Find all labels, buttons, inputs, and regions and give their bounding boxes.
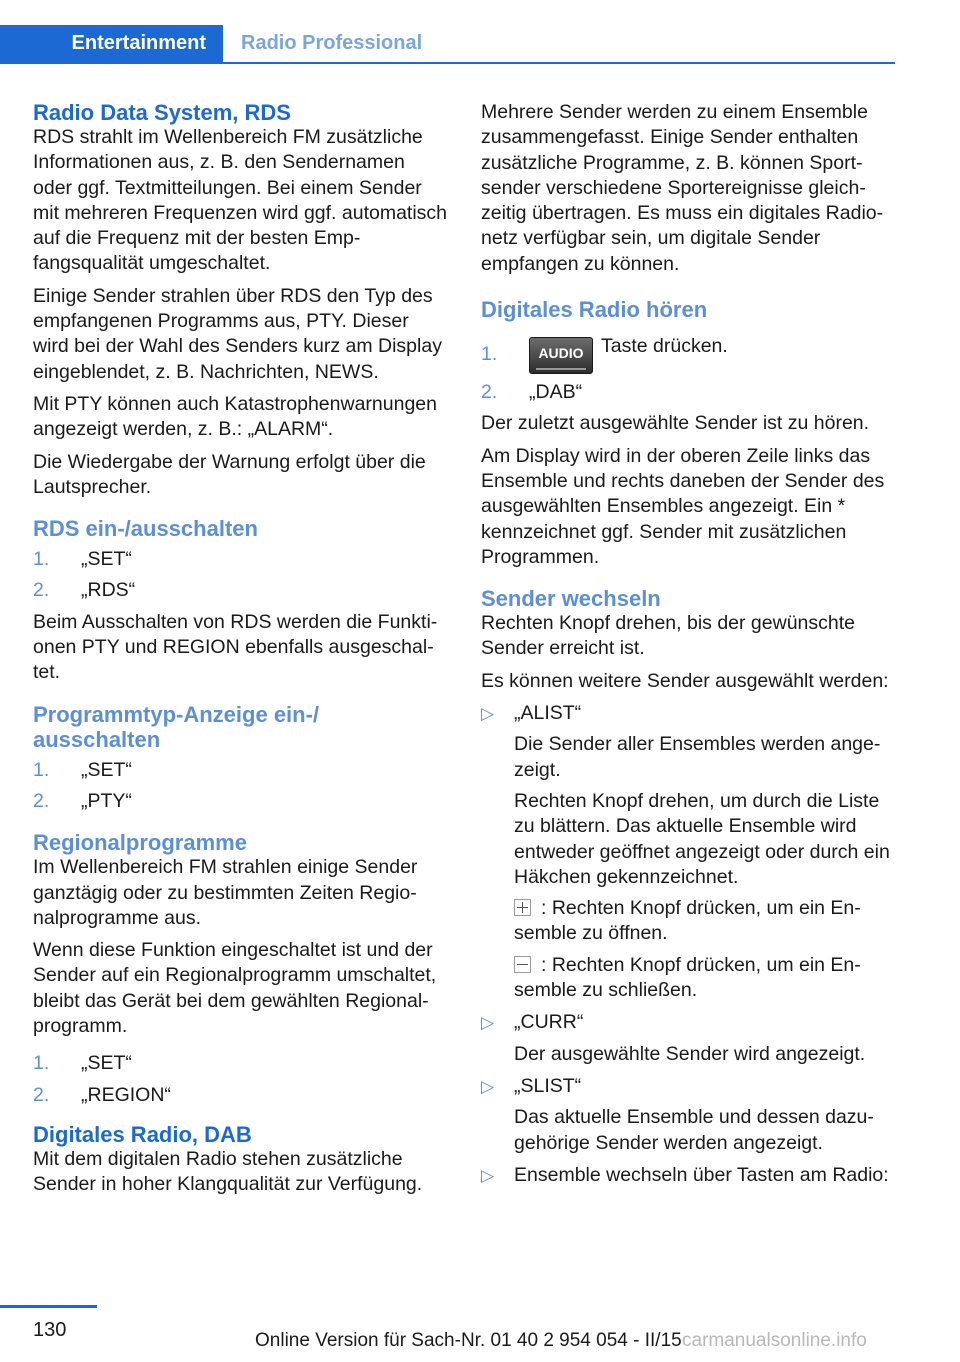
heading-rds-onoff: RDS ein-/ausschalten bbox=[33, 516, 258, 542]
paragraph: Rechten Knopf drehen, bis der gewünschte Sender erreicht ist. bbox=[481, 612, 855, 660]
option-title: „CURR“ bbox=[514, 1011, 584, 1034]
option-text: Die Sender aller Ensembles werden angezeigt. bbox=[514, 733, 881, 781]
steps-list bbox=[33, 1051, 448, 1108]
bullet-triangle-icon: ▷ bbox=[481, 704, 495, 724]
step-number: 1. bbox=[33, 758, 50, 781]
option-title: „ALIST“ bbox=[514, 702, 582, 725]
step-text: „PTY“ bbox=[81, 789, 132, 812]
step-number: 2. bbox=[33, 579, 50, 602]
list-item bbox=[33, 578, 448, 603]
list-item-ensemble bbox=[481, 1163, 899, 1188]
steps-list bbox=[481, 334, 899, 405]
options-list bbox=[481, 701, 899, 1188]
page-number: 130 bbox=[33, 1319, 67, 1341]
tab-radio-professional[interactable] bbox=[241, 25, 422, 62]
footer-accent-line bbox=[0, 1305, 97, 1308]
list-item bbox=[481, 334, 899, 374]
paragraph: Mit PTY können auch Katastrophenwarnungen angezeigt werden, z. B.: „ALARM“. bbox=[33, 392, 437, 441]
right-column bbox=[481, 100, 899, 1195]
bullet-triangle-icon: ▷ bbox=[481, 1076, 495, 1096]
option-text: Rechten Knopf drehen, um durch die Liste zu blättern. Das aktuelle Ensemble wird entweder geöffnet angezeigt oder durch ein Häkchen gekennzeichnet. bbox=[514, 789, 890, 888]
step-text: Taste drücken. bbox=[601, 335, 728, 358]
list-item-curr bbox=[481, 1010, 899, 1067]
step-text: „SET“ bbox=[81, 548, 132, 571]
left-column bbox=[33, 100, 448, 1205]
paragraph: Der zuletzt ausgewählte Sender ist zu hören. bbox=[481, 412, 870, 435]
paragraph: Die Wiedergabe der Warnung erfolgt über die Lautsprecher. bbox=[33, 450, 426, 498]
paragraph: Mit dem digitalen Radio stehen zusätzliche Sender in hoher Klangqualität zur Verfügung. bbox=[33, 1147, 423, 1196]
online-version-text: Online Version für Sach-Nr. 01 40 2 954 054 - II/15 bbox=[255, 1330, 682, 1351]
heading-listen: Digitales Radio hören bbox=[481, 297, 708, 323]
tab-entertainment-label: Entertainment bbox=[71, 32, 206, 54]
plus-box-icon bbox=[514, 899, 531, 916]
tab-radio-professional-label: Radio Professional bbox=[241, 32, 423, 54]
step-text: „REGION“ bbox=[81, 1083, 171, 1106]
paragraph: Beim Ausschalten von RDS werden die Funktionen PTY und REGION ebenfalls ausgeschaltet. bbox=[33, 610, 438, 684]
audio-button-icon: AUDIO bbox=[529, 337, 593, 374]
list-item bbox=[481, 380, 899, 405]
option-title: „SLIST“ bbox=[514, 1074, 582, 1097]
paragraph: Wenn diese Funktion eingeschaltet ist und der Sender auf ein Regionalprogramm umschaltet, bleibt das Gerät bei dem gewählten Regionalprogramm. bbox=[33, 939, 437, 1038]
heading-pty: Programmtyp-Anzeige ein-/ ausschalten bbox=[33, 701, 320, 752]
step-text: „DAB“ bbox=[529, 381, 583, 404]
paragraph: Am Display wird in der oberen Zeile links das Ensemble und rechts daneben der Sender des ausgewählten Ensembles angezeigt. Ein * kennzeichnet ggf. Sender mit zusätzlichen Programmen. bbox=[481, 444, 885, 568]
paragraph: RDS strahlt im Wellenbereich FM zusätzliche Informationen aus, z. B. den Sendernamen oder ggf. Textmitteilungen. Bei einem Sender mit mehreren Frequenzen wird ggf. automatisch auf die Frequenz mit der besten Empfangsqualität umgeschaltet. bbox=[33, 126, 448, 275]
step-number: 1. bbox=[481, 343, 498, 366]
step-text: „RDS“ bbox=[81, 579, 136, 602]
watermark: carmanualsonline.info bbox=[682, 1330, 867, 1351]
step-text: „SET“ bbox=[81, 1052, 132, 1075]
step-number: 2. bbox=[33, 789, 50, 812]
step-number: 1. bbox=[33, 548, 50, 571]
heading-region: Regionalprogramme bbox=[33, 830, 247, 856]
list-item bbox=[33, 758, 448, 783]
option-text bbox=[514, 896, 899, 947]
list-item bbox=[33, 789, 448, 814]
option-title: Ensemble wechseln über Tasten am Radio: bbox=[514, 1163, 889, 1186]
tab-entertainment[interactable] bbox=[0, 25, 223, 62]
minus-description: : Rechten Knopf drücken, um ein Ensemble zu schließen. bbox=[514, 953, 861, 1002]
step-number: 2. bbox=[33, 1083, 50, 1106]
bullet-triangle-icon: ▷ bbox=[481, 1165, 495, 1185]
option-text: Das aktuelle Ensemble und dessen dazugehörige Sender werden angezeigt. bbox=[514, 1106, 874, 1154]
bullet-triangle-icon: ▷ bbox=[481, 1013, 495, 1033]
steps-list bbox=[33, 758, 448, 815]
option-text bbox=[514, 953, 899, 1004]
plus-description: : Rechten Knopf drücken, um ein Ensemble zu öffnen. bbox=[514, 897, 861, 945]
heading-rds: Radio Data System, RDS bbox=[33, 100, 291, 125]
list-item bbox=[33, 547, 448, 572]
paragraph: Einige Sender strahlen über RDS den Typ des empfangenen Programms aus, PTY. Dieser wird bei der Wahl des Senders kurz am Display eingeblendet, z. B. Nachrichten, NEWS. bbox=[33, 284, 442, 383]
list-item bbox=[33, 1051, 448, 1076]
list-item-alist bbox=[481, 701, 899, 1003]
paragraph: Im Wellenbereich FM strahlen einige Sender ganztägig oder zu bestimmten Zeiten Regionalprogramme aus. bbox=[33, 856, 418, 929]
header-tabbar bbox=[0, 25, 895, 64]
heading-dab: Digitales Radio, DAB bbox=[33, 1121, 252, 1147]
step-number: 1. bbox=[33, 1052, 50, 1075]
paragraph: Mehrere Sender werden zu einem Ensemble zusammengefasst. Einige Sender enthalten zusätzliche Programme, z. B. können Sportsender verschiedene Sportereignisse gleichzeitig übertragen. Es muss ein digitales Radionetz verfügbar sein, um digitale Sender empfangen zu können. bbox=[481, 101, 884, 275]
heading-switch: Sender wechseln bbox=[481, 586, 661, 612]
paragraph: Es können weitere Sender ausgewählt werden: bbox=[481, 669, 889, 692]
step-text: „SET“ bbox=[81, 758, 132, 781]
step-number: 2. bbox=[481, 381, 498, 404]
steps-list bbox=[33, 547, 448, 604]
minus-box-icon bbox=[514, 956, 531, 973]
list-item bbox=[33, 1083, 448, 1108]
option-text: Der ausgewählte Sender wird angezeigt. bbox=[514, 1042, 866, 1065]
list-item-slist bbox=[481, 1074, 899, 1156]
